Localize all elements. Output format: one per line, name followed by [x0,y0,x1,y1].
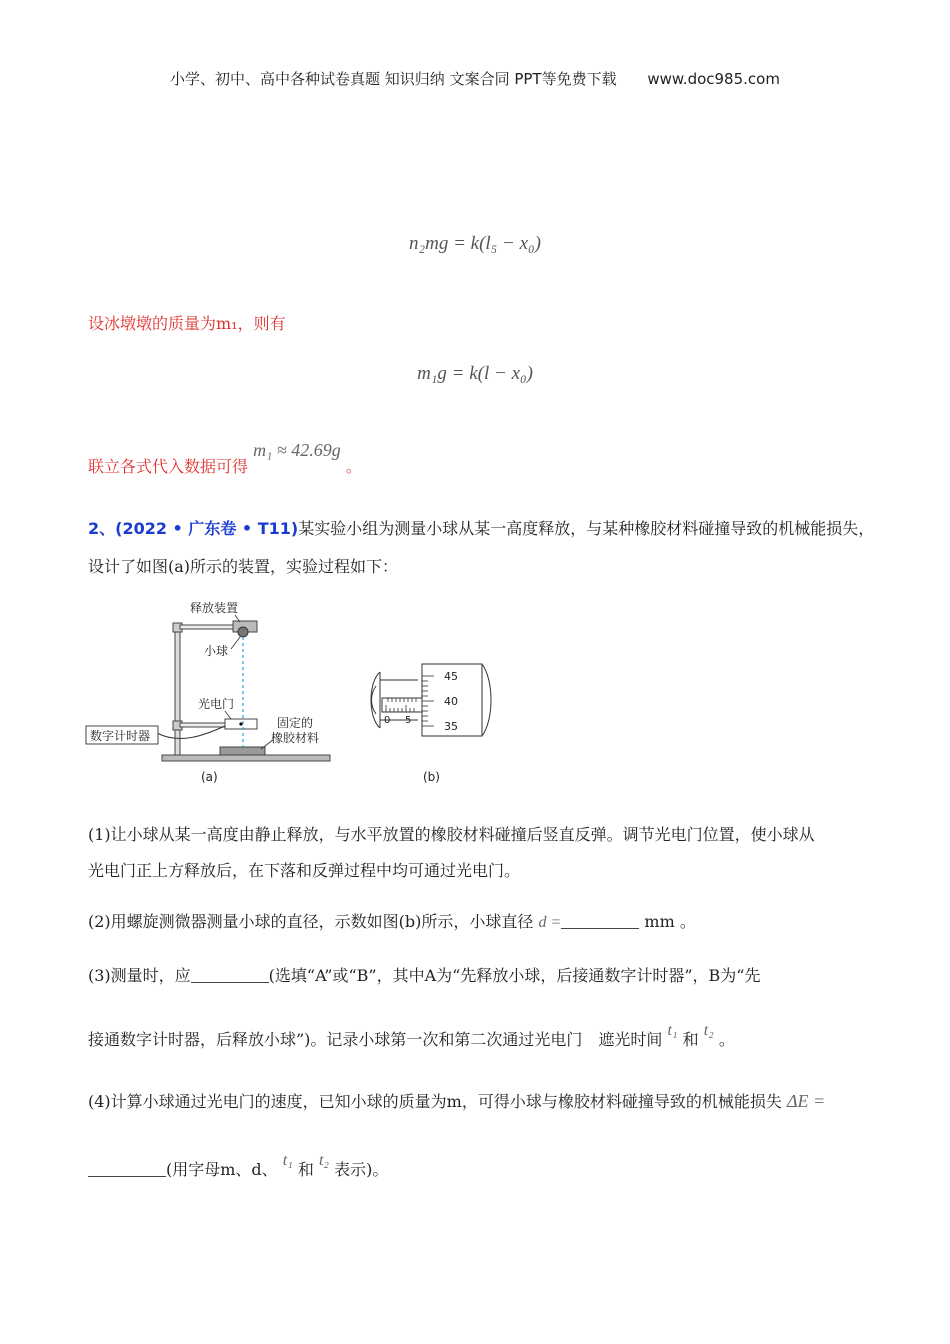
question-intro-1: 某实验小组为测量小球从某一高度释放，与某种橡胶材料碰撞导致的机械能损失， [298,519,875,538]
step-3-text-c: 接通数字计时器，后释放小球”)。记录小球第一次和第二次通过光电门 遮光时间 [88,1030,663,1049]
label-fixed-1: 固定的 [277,716,314,730]
stand-pole [175,625,180,755]
label-ball: 小球 [204,644,229,658]
step-1-line-2: 光电门正上方释放后，在下落和反弹过程中均可通过光电门。 [88,861,521,880]
energy-blank[interactable] [88,1162,166,1177]
tick-45: 45 [444,670,458,683]
header-url[interactable]: www.doc985.com [647,70,780,88]
caption-b: (b) [423,770,440,784]
figure-b-micrometer [368,660,503,790]
diameter-blank[interactable] [561,914,639,929]
rubber-material [220,747,265,755]
step-4-text-b: (用字母m、d、 [166,1160,278,1179]
t1-var-2: t₁ [282,1152,293,1169]
t2-var: t₂ [703,1022,714,1039]
step-4-end: 表示)。 [334,1160,389,1179]
arm-bottom [180,723,225,727]
label-gate: 光电门 [198,697,235,711]
formula-spring-2: m₁g = k(l − x₀) [417,363,533,384]
step-4-line-1 [88,1089,825,1112]
and-2: 和 [297,1160,314,1179]
stand-base [162,755,330,761]
label-timer: 数字计时器 [90,729,151,743]
result-tail: 。 [345,457,362,476]
tick-35: 35 [444,720,458,733]
t2-var-2: t₂ [318,1152,329,1169]
t1-var: t₁ [667,1022,678,1039]
arm-top [180,625,235,629]
solution-result-line [88,440,362,477]
delta-e-var: ΔE = [786,1091,826,1111]
question-intro-2: 设计了如图(a)所示的装置，实验过程如下： [88,557,399,576]
question-title [88,516,874,539]
step-3-text-b: (选填“A”或“B”，其中A为“先释放小球，后接通数字计时器”，B为“先 [268,966,761,985]
header-text: 小学、初中、高中各种试卷真题 知识归纳 文案合同 PPT等免费下载 [170,70,617,88]
and-1: 和 [682,1030,699,1049]
question-source: (2022 • 广东卷 • T11) [115,519,299,538]
solution-line-2: 联立各式代入数据可得 [88,457,249,476]
formula-spring-1: n₂mg = k(l₅ − x₀) [409,233,541,254]
diameter-unit: mm 。 [644,912,696,931]
step-4-text: (4)计算小球通过光电门的速度，已知小球的质量为m，可得小球与橡胶材料碰撞导致的机械能损失 [88,1092,782,1111]
solution-line-1: 设冰墩墩的质量为m₁，则有 [88,314,286,333]
tick-40: 40 [444,695,458,708]
step-1-line-1: (1)让小球从某一高度由静止释放，与水平放置的橡胶材料碰撞后竖直反弹。调节光电门位置，使小球从 [88,825,815,844]
order-blank[interactable] [191,968,269,983]
step-3-end: 。 [718,1030,735,1049]
diameter-var: d = [538,914,562,931]
page-header [0,68,950,89]
label-fixed-2: 橡胶材料 [271,731,320,745]
caption-a: (a) [201,770,218,784]
main-0: 0 [384,715,391,726]
step-2-text: (2)用螺旋测微器测量小球的直径，示数如图(b)所示，小球直径 [88,912,534,931]
ball-icon [238,627,248,637]
step-3-line-1 [88,963,760,986]
step-4-line-2 [88,1152,388,1180]
question-number: 2、 [88,519,116,538]
timer-wire [157,726,225,739]
anvil-end [371,672,380,728]
label-release: 释放装置 [190,601,239,615]
figure-a-apparatus [85,595,345,790]
step-3-line-2 [88,1022,735,1050]
result-formula: m₁ ≈ 42.69g [253,440,341,460]
main-5: 5 [405,715,412,726]
step-2 [88,909,696,932]
step-3-text-a: (3)测量时，应 [88,966,191,985]
